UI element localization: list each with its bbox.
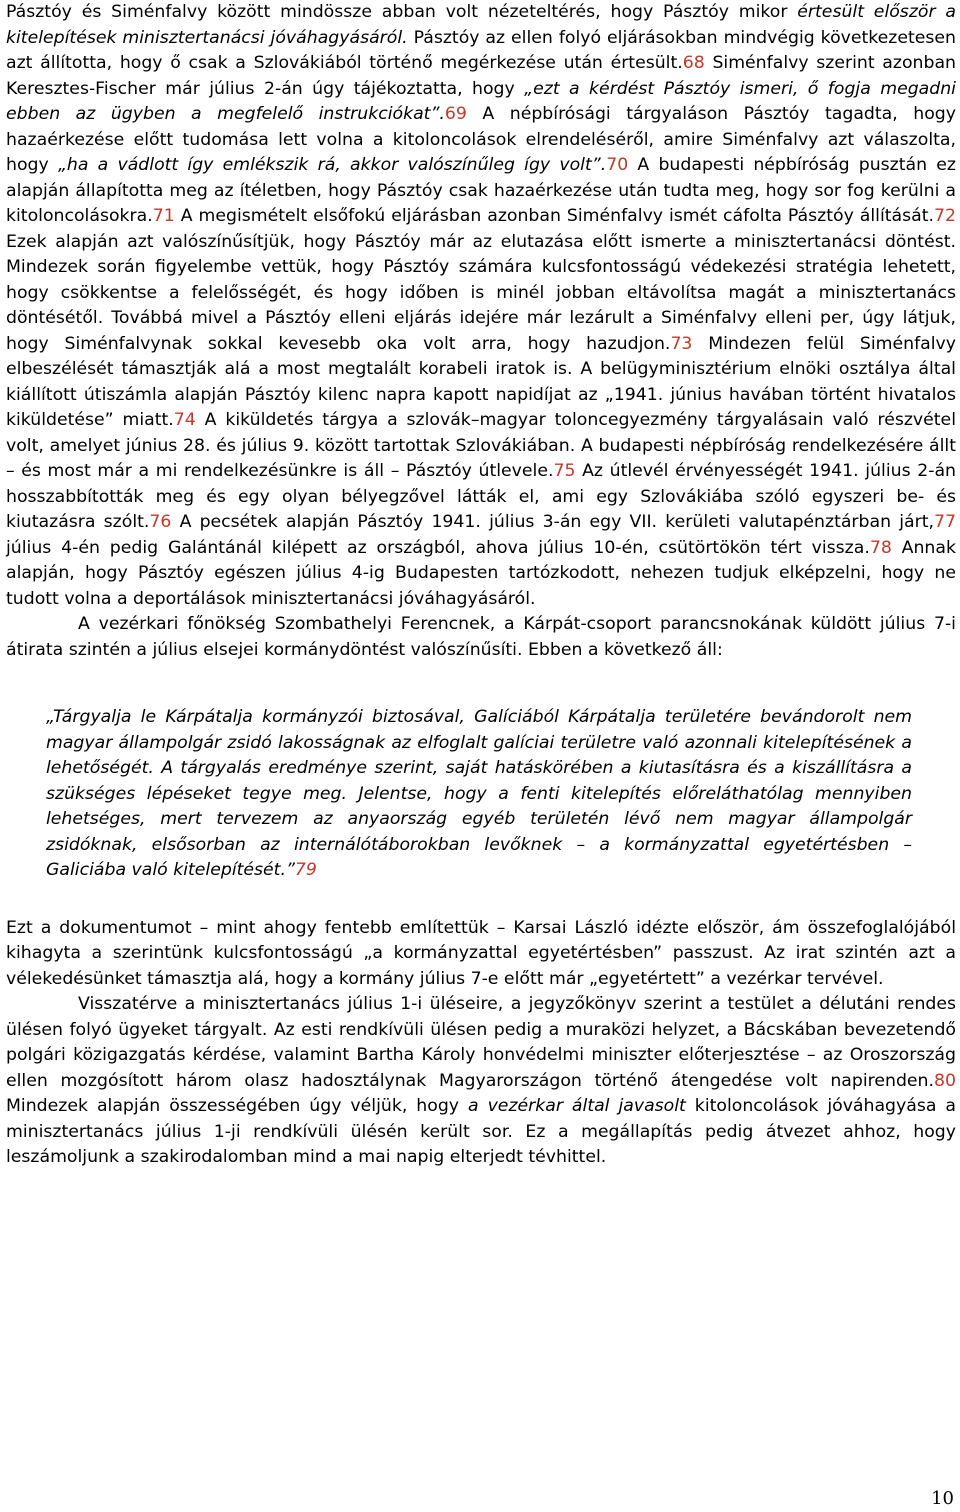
block-quote (46, 705, 912, 884)
text-run: Ezek alapján azt valószínűsítjük, hogy Pásztóy már az elutazása előtt ismerte a minisztertanácsi döntést. Mindezek során figyelembe vettük, hogy Pásztóy számára kulcsfontosságú védekezési stratégia lehetett, hogy csökkentse a felelősségét, és hogy időben is minél jobban eltávolítsa magát a minisztertanács döntésétől. Továbbá mivel a Pásztóy elleni eljárás idejére már lezárult a Siménfalvy elleni per, úgy látjuk, hogy Siménfalvynak sokkal kevesebb oka volt arra, hogy hazudjon. (6, 231, 956, 354)
italic-text: „ha a vádlott így emlékszik rá, akkor valószínűleg így volt”. (57, 155, 607, 175)
text-run: A megismételt elsőfokú eljárásban azonban Siménfalvy ismét cáfolta Pásztóy állítását. (174, 206, 934, 226)
text-run: Ezt a dokumentumot – mint ahogy fentebb említettük – Karsai László idézte először, ám összefoglalójából kihagyta a szerintünk kulcsfontosságú „a kormányzattal egyetértésben” passzust. Az irat szintén azt a vélekedésünket támasztja alá, hogy a kormány július 7-e előtt már „egyetértett” a vezérkar tervével. (6, 917, 956, 989)
footnote-ref: 70 (606, 155, 629, 175)
paragraph (6, 0, 956, 612)
footnote-ref: 75 (553, 461, 576, 481)
text-run: Pásztóy az ellen folyó eljárásokban mindvégig következetesen azt állította, hogy ő csak a Szlovákiából történő megérkezése után értesült. (6, 27, 957, 73)
text-run: A kiküldetés tárgya a szlovák–magyar toloncegyezmény tárgyalásain való részvétel volt, amelyet június 28. és július 9. között tartottak Szlovákiában. A budapesti népbíróság rendelkezésére állt – és most már a mi rendelkezésünkre is áll – Pásztóy útlevele. (6, 410, 956, 481)
text-run: július 4-én pedig Galántánál kilépett az országból, ahova július 10-én, csütörtökön tért vissza. (6, 537, 870, 558)
text-run: Visszatérve a minisztertanács július 1-i üléseire, a jegyzőkönyv szerint a testület a délutáni rendes ülésen folyó ügyeket tárgyalt. Az esti rendkívüli ülésen pedig a muraközi helyzet, a Bácskában bevezetendő polgári közigazgatás kérdése, valamint Bartha Károly honvédelmi miniszter előterjesztése – az Oroszország ellen mozgósított három olasz hadosztálynak Magyarországon történő átengedése volt napirenden. (6, 994, 956, 1091)
text-run: A népbírósági tárgyaláson Pásztóy tagadta, hogy hazaérkezése előtt tudomása lett volna a kitoloncolások elrendeléséről, amire Siménfalvy azt válaszolta, hogy (6, 104, 956, 175)
footnote-ref: 68 (682, 53, 705, 73)
text-run: A budapesti népbíróság pusztán ez alapján állapította meg az ítéletben, hogy Pásztóy csak hazaérkezése után tudta meg, hogy sor fog kerülni a kitoloncolásokra. (6, 155, 956, 226)
italic-text: értesült először a kitelepítések minisztertanácsi jóváhagyásáról. (6, 2, 956, 48)
text-run: Az útlevél érvényességét 1941. július 2-án hosszabbították meg és egy olyan bélyegzővel látták el, ami egy Szlovákiába szóló egyszeri be- és kiutazásra szólt. (6, 461, 956, 532)
text-run: kitoloncolások jóváhagyása a minisztertanács július 1-ji rendkívüli ülésén került sor. Ez a megállapítás pedig átvezet ahhoz, hogy leszámoljunk a szakirodalomban mind a mai napig elterjedt tévhittel. (6, 1096, 956, 1167)
text-run: Pásztóy és Siménfalvy között mindössze abban volt nézeteltérés, hogy Pásztóy mikor (6, 2, 798, 22)
footnote-ref: 69 (444, 104, 467, 124)
footnote-ref: 73 (670, 333, 693, 354)
text-run: A pecsétek alapján Pásztóy 1941. július 3-án egy VII. kerületi valutapénztárban járt, (171, 512, 934, 532)
text-run: Mindezen felül Siménfalvy elbeszélését támasztják alá a most megtalált korabeli iratok is. A belügyminisztérium elnöki osztálya által kiállított útiszámla alapján Pásztóy kilenc napra kapott napidíjat az „1941. június havában történt hivatalos kiküldetése” miatt. (6, 333, 956, 430)
text-run: Siménfalvy szerint azonban Keresztes-Fischer már július 2-án úgy tájékoztatta, hogy (6, 53, 957, 99)
italic-text: „ezt a kérdést Pásztóy ismeri, ő fogja megadni ebben az ügyben a megfelelő instrukciókat”. (6, 78, 956, 124)
footnote-ref: 80 (934, 1070, 956, 1091)
footnote-ref: 72 (934, 206, 956, 226)
paragraph (6, 916, 956, 993)
paragraph (6, 612, 956, 663)
text-run: A vezérkari főnökség Szombathelyi Ferencnek, a Kárpát-csoport parancsnokának küldött július 7-i átirata szintén a július elsejei kormánydöntést valószínűsíti. Ebben a következő áll: (6, 614, 956, 660)
footnote-ref: 76 (149, 512, 172, 532)
footnote-ref: 79 (294, 860, 317, 880)
document-page (6, 0, 956, 1171)
page-number: 10 (931, 1488, 954, 1509)
italic-text: „Tárgyalja le Kárpátalja kormányzói biztosával, Galíciából Kárpátalja területére bevándorolt nem magyar állampolgár zsidó lakosságnak az elfoglalt galíciai területre való azonnali kitelepítésének a lehetőségét. A tárgyalás eredménye szerint, saját hatáskörében a kiutasításra és a kiszállításra a szükséges lépéseket tegye meg. Jelentse, hogy a fenti kitelepítés előreláthatólag mennyiben lehetséges, mert tervezem az anyaország egyéb területén lévő nem magyar állampolgár zsidóknak, elsősorban az internálótáborokban levőknek – a kormányzattal egyetértésben – Galiciába való kitelepítését.” (46, 707, 912, 880)
paragraph (6, 992, 956, 1171)
footnote-ref: 71 (152, 206, 175, 226)
footnote-ref: 77 (934, 512, 956, 532)
text-run: Mindezek alapján összességében úgy véljük, hogy (6, 1096, 469, 1116)
footnote-ref: 78 (869, 537, 892, 558)
italic-text: a vezérkar által javasolt (468, 1096, 686, 1116)
footnote-ref: 74 (173, 410, 196, 430)
text-run: Annak alapján, hogy Pásztóy egészen július 4-ig Budapesten tartózkodott, nehezen tudjuk elképzelni, hogy ne tudott volna a deportálások minisztertanácsi jóváhagyásáról. (6, 537, 956, 609)
